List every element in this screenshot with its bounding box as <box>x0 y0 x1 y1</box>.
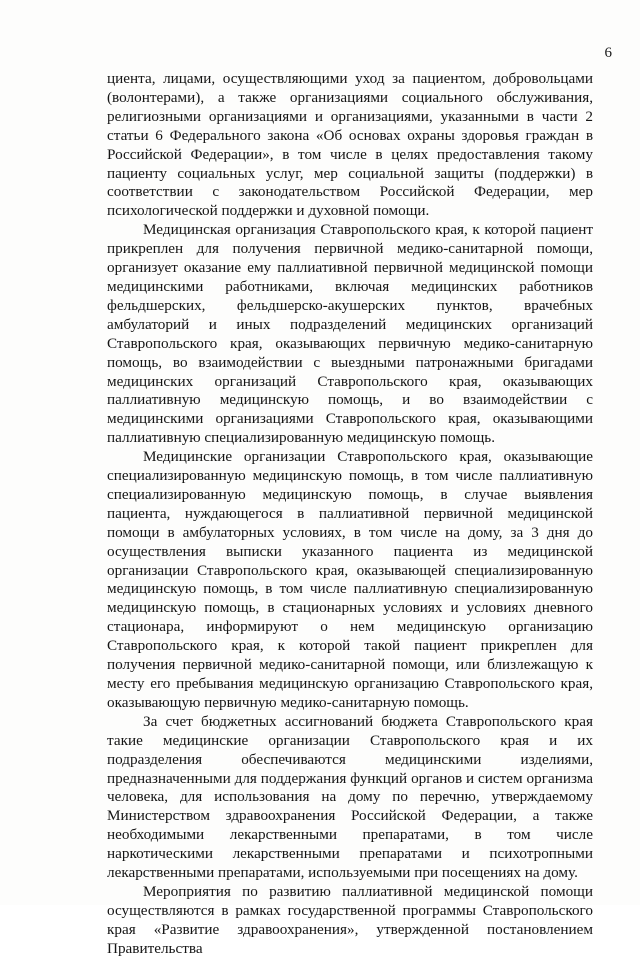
paragraph-budget-funding: За счет бюджетных ассигнований бюджета Ставропольского края такие медицинские организации Ставропольского края и их подразделения обеспечиваются медицинскими изделиями, предназначенными для поддержания функций органов и систем организма человека, для использования на дому по перечню, утверждаемому Министерством здравоохранения Российской Федерации, а также необходимыми лекарственными препаратами, в том числе наркотическими лекарственными препаратами и психотропными лекарственными препаратами, используемыми при посещениях на дому. <box>107 712 593 882</box>
body-text <box>107 70 593 959</box>
paragraph-continuation: циента, лицами, осуществляющими уход за пациентом, добровольцами (волонтерами), а также организациями социального обслуживания, религиозными организациями и организациями, указанными в части 2 статьи 6 Федерального закона «Об основах охраны здоровья граждан в Российской Федерации», в том числе в целях предоставления такому пациенту социальных услуг, мер социальной защиты (поддержки) в соответствии с законодательством Российской Федерации, мер психологической поддержки и духовной помощи. <box>107 70 593 220</box>
paragraph-specialized-care-notification: Медицинские организации Ставропольского края, оказывающие специализированную медицинскую помощь, в том числе паллиативную специализированную медицинскую помощь, в случае выявления пациента, нуждающегося в паллиативной первичной медицинской помощи в амбулаторных условиях, в том числе на дому, за 3 дня до осуществления выписки указанного пациента из медицинской организации Ставропольского края, оказывающей специализированную медицинскую помощь, в том числе паллиативную специализированную медицинскую помощь, в стационарных условиях и условиях дневного стационара, информируют о нем медицинскую организацию Ставропольского края, к которой такой пациент прикреплен для получения первичной медико-санитарной помощи, или близлежащую к месту его пребывания медицинскую организацию Ставропольского края, оказывающую первичную медико-санитарную помощь. <box>107 448 593 711</box>
paragraph-primary-care-organization: Медицинская организация Ставропольского края, к которой пациент прикреплен для получения первичной медико-санитарной помощи, организует оказание ему паллиативной первичной медицинской помощи медицинскими работниками, включая медицинских работников фельдшерских, фельдшерско-акушерских пунктов, врачебных амбулаторий и иных подразделений медицинских организаций Ставропольского края, оказывающих первичную медико-санитарную помощь, во взаимодействии с выездными патронажными бригадами медицинских организаций Ставропольского края, оказывающих паллиативную медицинскую помощь, и во взаимодействии с медицинскими организациями Ставропольского края, оказывающими паллиативную специализированную медицинскую помощь. <box>107 221 593 447</box>
page-number: 6 <box>604 45 612 61</box>
paragraph-development-program: Мероприятия по развитию паллиативной медицинской помощи осуществляются в рамках государственной программы Ставропольского края «Развитие здравоохранения», утвержденной постановлением Правительства <box>107 882 593 957</box>
